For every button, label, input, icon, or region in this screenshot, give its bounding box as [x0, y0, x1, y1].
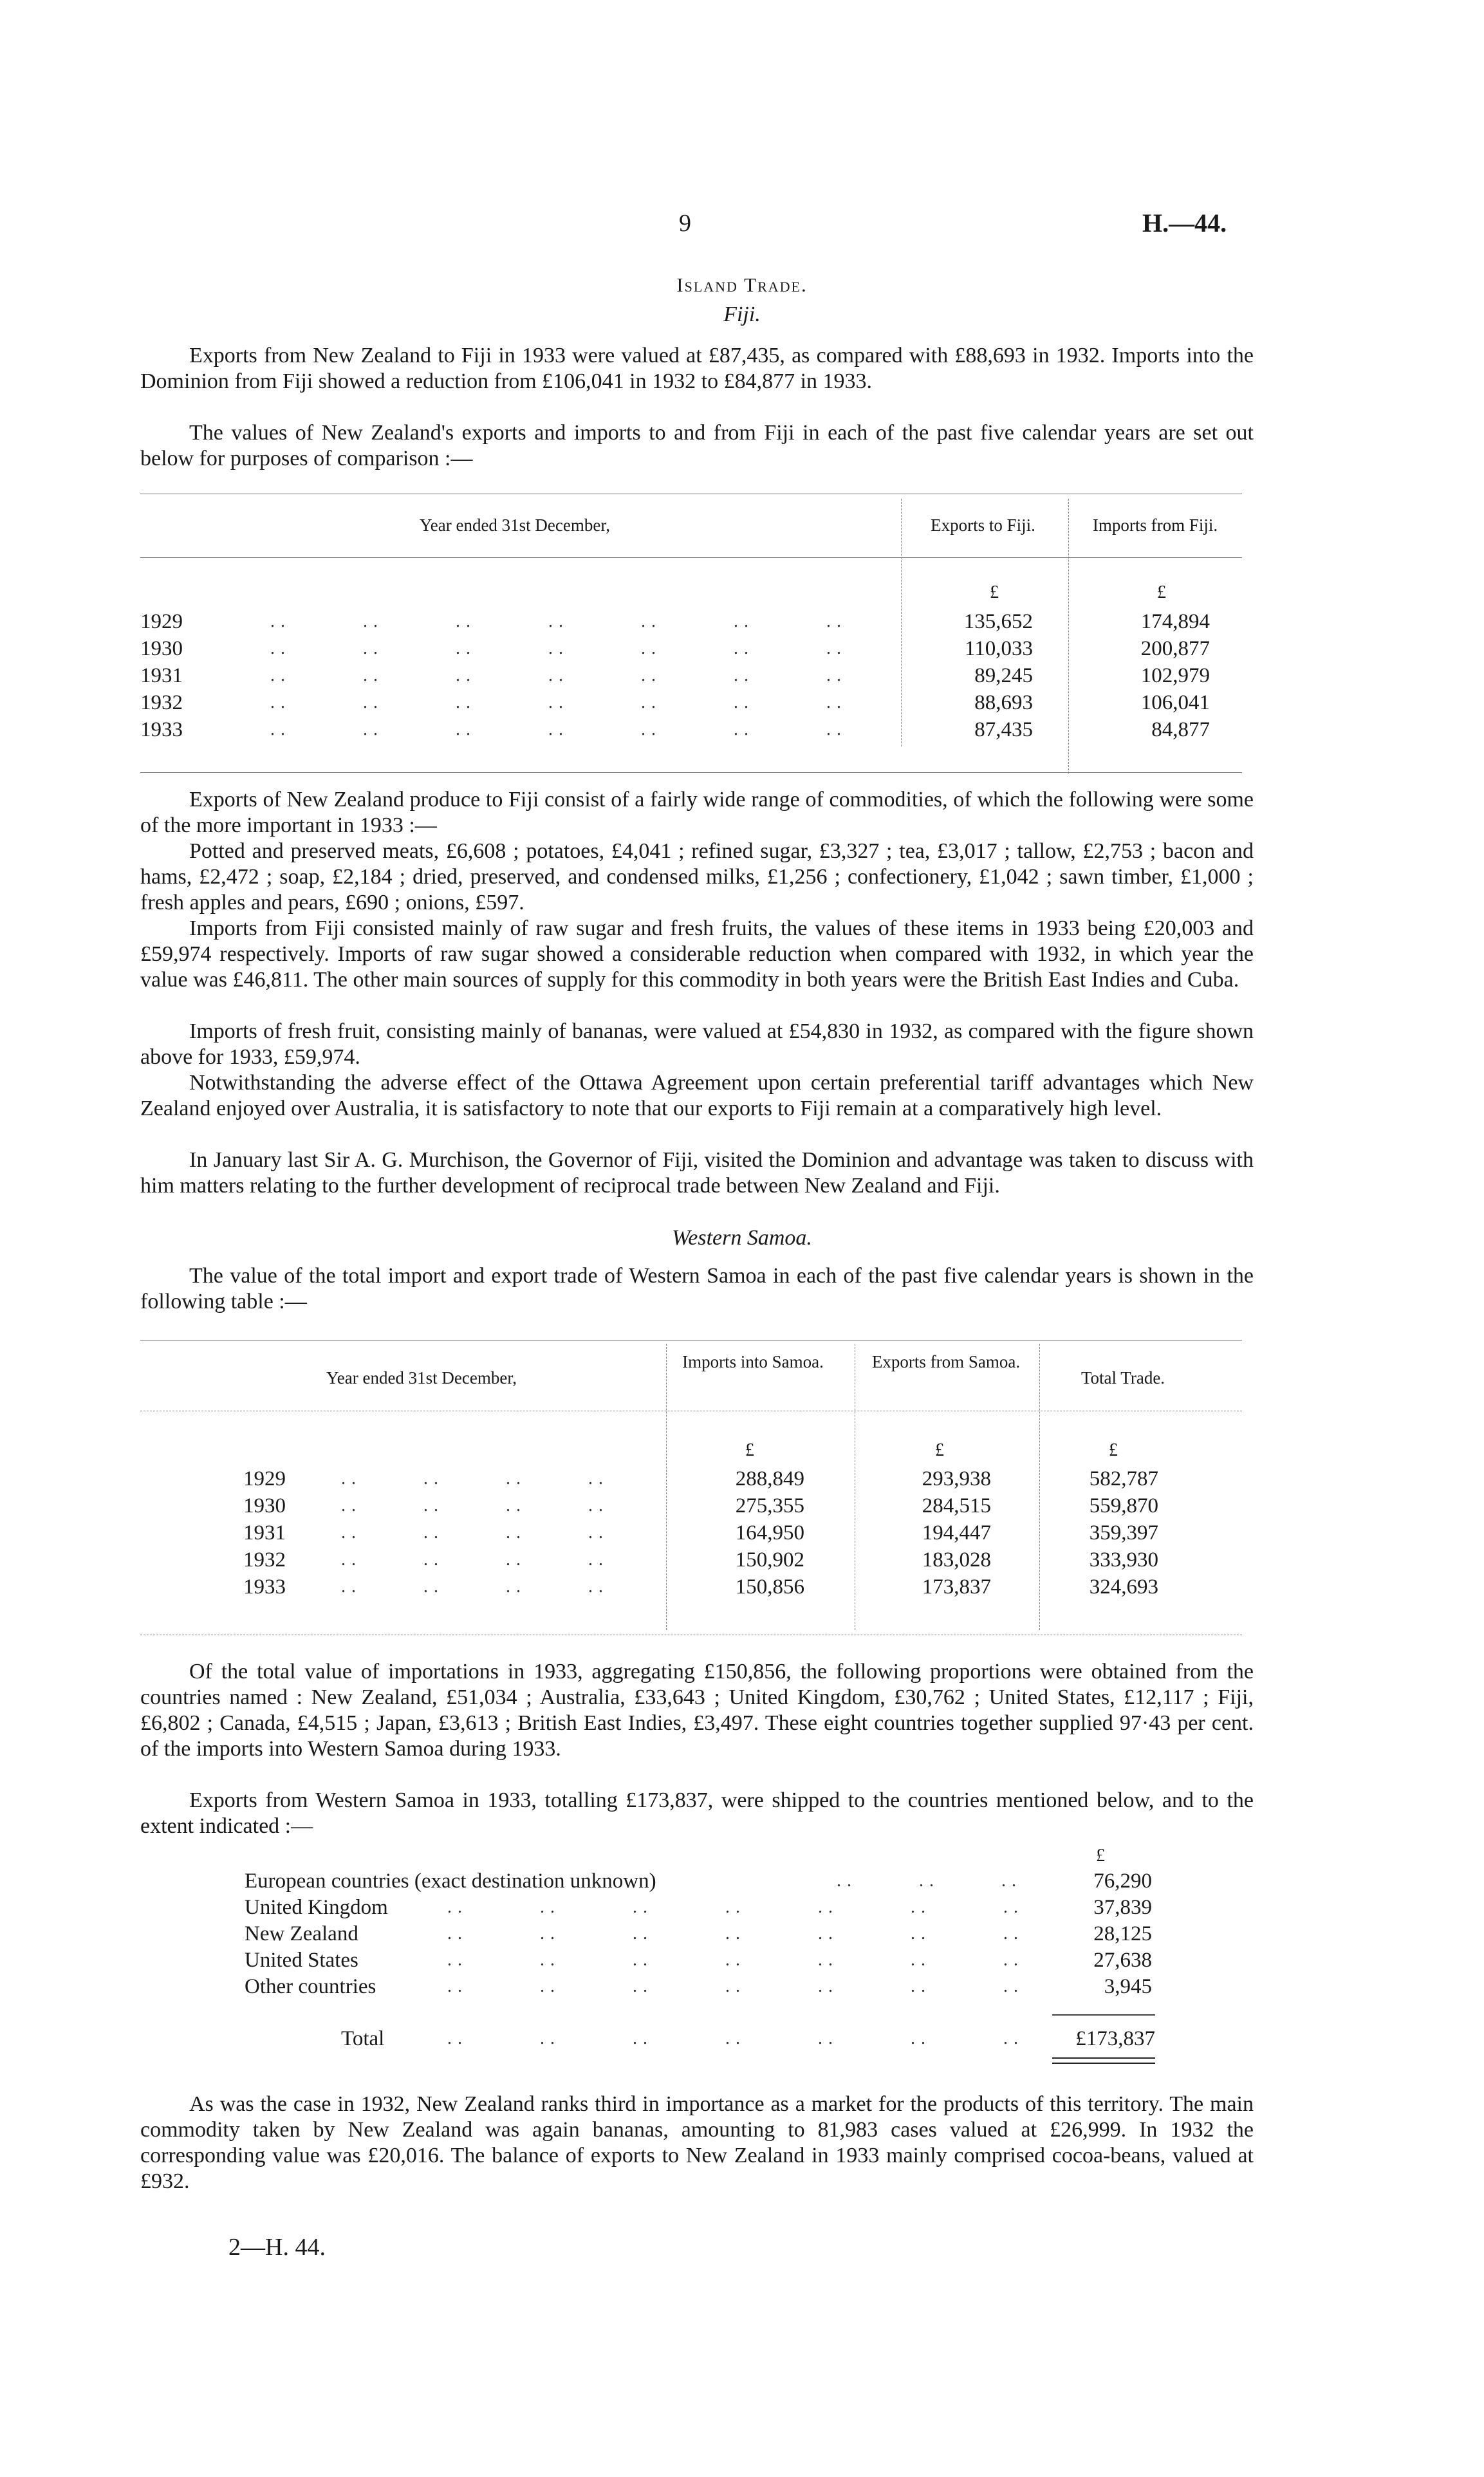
- fiji-paragraph-4: Imports of fresh fruit, consisting mainly of bananas, were valued at £54,830 in 1932, as compared with the figure shown above for 1933, £59,974.: [140, 1019, 1254, 1069]
- samoa-col-exports: Exports from Samoa.: [871, 1352, 1021, 1371]
- fiji-unit-exports: £: [990, 582, 999, 602]
- fiji-col-exports: Exports to Fiji.: [931, 515, 1035, 535]
- samoa-heading: Western Samoa.: [672, 1226, 812, 1250]
- fiji-paragraph-1: Exports of New Zealand produce to Fiji consist of a fairly wide range of commodities, of which the following were some of the more important in 1933 :—: [140, 788, 1254, 837]
- fiji-unit-imports: £: [1157, 582, 1166, 602]
- fiji-col-year: Year ended 31st December,: [419, 515, 611, 535]
- fiji-intro-paragraph-1: Exports from New Zealand to Fiji in 1933 were valued at £87,435, as compared with £88,693 in 1932. Imports into the Dominion from Fiji showed a reduction from £106,041 in 1932 to £84,877 in 1933.: [140, 344, 1254, 393]
- export-list-unit: £: [1096, 1846, 1105, 1866]
- footer-signature: 2—H. 44.: [228, 2234, 326, 2261]
- fiji-heading: Fiji.: [723, 302, 761, 326]
- fiji-paragraph-2: Potted and preserved meats, £6,608 ; potatoes, £4,041 ; refined sugar, £3,327 ; tea, £3,017 ; tallow, £2,753 ; bacon and hams, £2,472 ; soap, £2,184 ; dried, preserved, and condensed milks, £1,256 ; confectionery, £1,042 ; sawn timber, £1,000 ; fresh apples and pears, £690 ; onions, £597.: [140, 839, 1254, 914]
- page: 9 H.—44. Island Trade. Fiji. Exports from New Zealand to Fiji in 1933 were valued at £87,435, as compared with £88,693 in 1932. Imports into the Dominion from Fiji showed a reduction from £106,041 in 1932 to £84,877 in 1933. The values of New Zealand's exports and imports to and from Fiji in each of the past five calendar years are set out below for purposes of comparison :— Year ended 31st December, Exports to Fiji. Imports from Fiji. £ £ 1929 .. .. .. .. .. .. .. 135,652 174,894 1930 .. .. .. .. .. .. .. 110,033 200,877 1931 .. .. .. .. .. .. .. 89,245 102,979 1932 .. .. .. .. .. .. .. 88,693 106,041 1933 .. .. .. .. .. .. .. 87,435 84,877 Exports of New Zealand produce to Fiji consist of a fairly wide range of commodities, of which the following were some of the more important in 1933 :— Potted and preserved meats, £6,608 ; potatoes, £4,041 ; refined sugar, £3,327 ; tea, £3,017 ; tallow, £2,753 ; bacon and hams, £2,472 ; soap, £2,184 ; dried, preserved, and condensed milks, £1,256 ; confectionery, £1,042 ; sawn timber, £1,000 ; fresh apples and pears, £690 ; onions, £597. Imports from Fiji consisted mainly of raw sugar and fresh fruits, the values of these items in 1933 being £20,003 and £59,974 respectively. Imports of raw sugar showed a considerable reduction when compared with 1932, in which year the value was £46,811. The other main sources of supply for this commodity in both years were the British East Indies and Cuba. Imports of fresh fruit, consisting mainly of bananas, were valued at £54,830 in 1932, as compared with the figure shown above for 1933, £59,974. Notwithstanding the adverse effect of the Ottawa Agreement upon certain preferential tariff advantages which New Zealand enjoyed over Australia, it is satisfactory to note that our exports to Fiji remain at a comparatively high level. In January last Sir A. G. Murchison, the Governor of Fiji, visited the Dominion and advantage was taken to discuss with him matters relating to the further development of reciprocal trade between New Zealand and Fiji. Western Samoa. The value of the total import and export trade of Western Samoa in each of the past five calendar years is shown in the following table :— Year ended 31st December, Imports into Samoa. Exports from Samoa. Total Trade. £ £ £ 1929 .. .. .. .. 288,849 293,938 582,787 1930 .. .. .. .. 275,355 284,515 559,870 1931 .. .. .. .. 164,950 194,447 359,397 1932 .. .. .. .. 150,902 183,028 333,930 1933 .. .. .. .. 150,856 173,837 324,693 Of the total value of importations in 1933, aggregating £150,856, the following proportions were obtained from the countries named : New Zealand, £51,034 ; Australia, £33,643 ; United Kingdom, £30,762 ; United States, £12,117 ; Fiji, £6,802 ; Canada, £4,515 ; Japan, £3,613 ; British East Indies, £3,497. These eight countries together supplied 97·43 per cent. of the imports into Western Samoa during 1933. Exports from Western Samoa in 1933, totalling £173,837, were shipped to the countries mentioned below, and to the extent indicated :— £ European countries (exact destination unknown) .. .. .. 76,290 United Kingdom .. .. .. .. .. .. .. 37,839 New Zealand .. .. .. .. .. .. .. 28,125 United States .. .. .. .. .. .. .. 27,638 Other countries .. .. .. .. .. .. .. 3,945 Total .. .. .. .. .. .. .. £173,837 As was the case in 1932, New Zealand ranks third in importance as a market for the products of this territory. The main commodity taken by New Zealand was again bananas, amounting to 81,983 cases valued at £26,999. In 1932 the corresponding value was £20,016. The balance of exports to New Zealand in 1933 mainly comprised cocoa-beans, valued at £932. 2—H. 44.: [0, 0, 1484, 2477]
- samoa-intro: The value of the total import and export trade of Western Samoa in each of the past five calendar years is shown in the following table :—: [140, 1264, 1254, 1313]
- samoa-unit-imports: £: [745, 1440, 754, 1460]
- report-reference: H.—44.: [1142, 209, 1227, 237]
- fiji-intro-paragraph-2: The values of New Zealand's exports and imports to and from Fiji in each of the past five calendar years are set out below for purposes of comparison :—: [140, 421, 1254, 470]
- samoa-unit-exports: £: [935, 1440, 944, 1460]
- fiji-paragraph-3: Imports from Fiji consisted mainly of raw sugar and fresh fruits, the values of these items in 1933 being £20,003 and £59,974 respectively. Imports of raw sugar showed a considerable reduction when compared with 1932, in which year the value was £46,811. The other main sources of supply for this commodity in both years were the British East Indies and Cuba.: [140, 916, 1254, 992]
- samoa-exports-paragraph: Exports from Western Samoa in 1933, totalling £173,837, were shipped to the countries mentioned below, and to the extent indicated :—: [140, 1788, 1254, 1838]
- samoa-col-total: Total Trade.: [1081, 1368, 1165, 1387]
- samoa-closing-paragraph: As was the case in 1932, New Zealand ranks third in importance as a market for the products of this territory. The main commodity taken by New Zealand was again bananas, amounting to 81,983 cases valued at £26,999. In 1932 the corresponding value was £20,016. The balance of exports to New Zealand in 1933 mainly comprised cocoa-beans, valued at £932.: [140, 2092, 1254, 2193]
- fiji-paragraph-5: Notwithstanding the adverse effect of the Ottawa Agreement upon certain preferential tariff advantages which New Zealand enjoyed over Australia, it is satisfactory to note that our exports to Fiji remain at a comparatively high level.: [140, 1071, 1254, 1120]
- page-number: 9: [679, 210, 691, 237]
- samoa-imports-paragraph: Of the total value of importations in 1933, aggregating £150,856, the following proportions were obtained from the countries named : New Zealand, £51,034 ; Australia, £33,643 ; United Kingdom, £30,762 ; United States, £12,117 ; Fiji, £6,802 ; Canada, £4,515 ; Japan, £3,613 ; British East Indies, £3,497. These eight countries together supplied 97·43 per cent. of the imports into Western Samoa during 1933.: [140, 1660, 1254, 1761]
- fiji-col-imports: Imports from Fiji.: [1092, 515, 1218, 535]
- samoa-unit-total: £: [1109, 1440, 1118, 1460]
- samoa-col-imports: Imports into Samoa.: [682, 1352, 824, 1371]
- samoa-col-year: Year ended 31st December,: [326, 1368, 517, 1387]
- section-title: Island Trade.: [676, 274, 808, 296]
- fiji-paragraph-6: In January last Sir A. G. Murchison, the Governor of Fiji, visited the Dominion and advantage was taken to discuss with him matters relating to the further development of reciprocal trade between New Zealand and Fiji.: [140, 1148, 1254, 1198]
